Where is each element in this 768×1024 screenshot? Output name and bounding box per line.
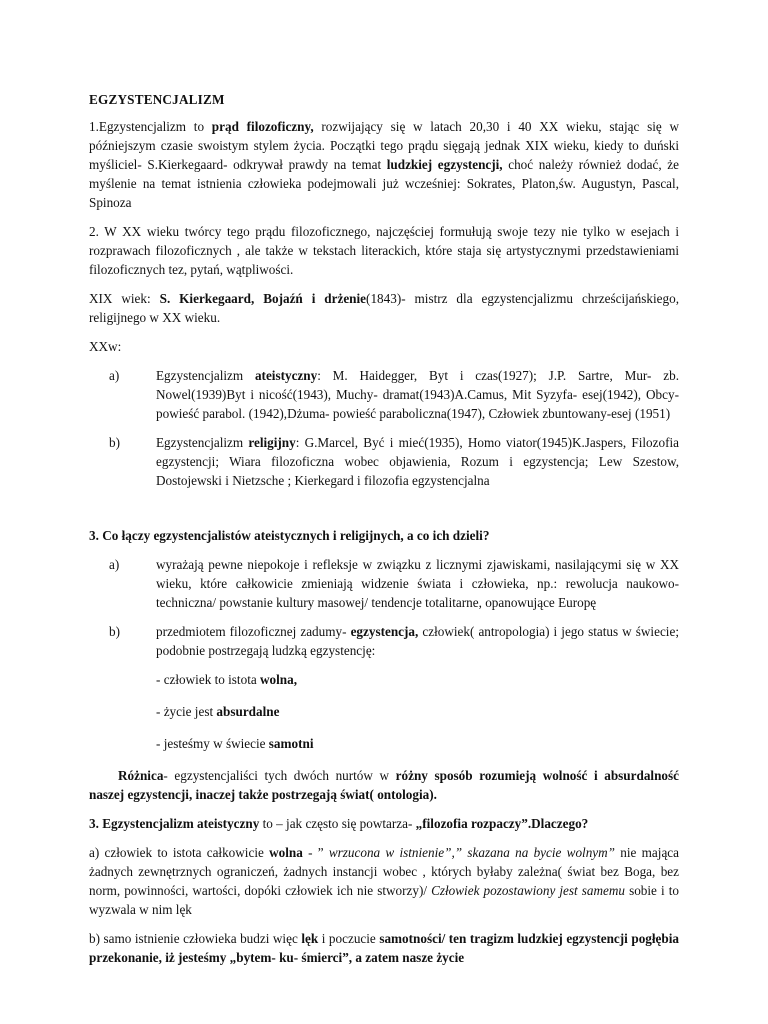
text-run: ludzkiej egzystencji, — [386, 157, 503, 172]
paragraph-2 — [89, 222, 679, 279]
text-run: różny sposób rozumieją wolność i absurdalność naszej egzystencji, inaczej także postrzegają świat( ontologia). — [89, 768, 680, 802]
dash-list — [89, 670, 679, 753]
text-run: samotności/ ten tragizm ludzkiej egzystencji pogłębia przekonanie, iż jesteśmy „bytem- ku- śmierci”, a zatem nasze życie — [89, 931, 680, 965]
list-marker: b) — [109, 435, 120, 450]
text-run: Egzystencjalizm — [156, 435, 249, 450]
text-run: a) człowiek to istota całkowicie — [89, 845, 270, 860]
dash-item — [156, 734, 679, 753]
text-run: „filozofia rozpaczy”.Dlaczego? — [415, 816, 589, 831]
text-run: wyrażają pewne niepokoje i refleksje w związku z licznymi zjawiskami, nasilającymi się w XX wieku, które całkowicie zmieniają widzenie świata i człowieka, np.: rewolucja naukowo- techniczna/ powstanie kultury masowej/ tendencje totalitarne, opanowujące Europę — [156, 557, 679, 610]
text-run: - ” — [302, 845, 329, 860]
text-run: choć należy również dodać, że myślenie na temat istnienia człowieka podejmowali już wcześniej: Sokrates, Platon,św. Augustyn, Pascal, Spinoza — [89, 157, 679, 210]
list-item-text — [156, 555, 679, 612]
text-run: XIX wiek: — [89, 291, 160, 306]
text-run: - jesteśmy w świecie — [156, 736, 269, 751]
text-run: przedmiotem filozoficznej zadumy- — [156, 624, 351, 639]
dash-item — [156, 670, 679, 689]
spacer — [89, 500, 679, 526]
list-common-traits — [89, 555, 679, 660]
text-run: wolna, — [260, 672, 298, 687]
document-title: EGZYSTENCJALIZM — [89, 92, 225, 107]
text-run: - człowiek to istota — [156, 672, 261, 687]
list-item-text — [156, 433, 679, 490]
paragraph-4 — [89, 337, 679, 356]
paragraph-1 — [89, 117, 679, 212]
text-run: b) samo istnienie człowieka budzi więc — [89, 931, 302, 946]
section-heading-3b — [89, 814, 679, 833]
text-run: - życie jest — [156, 704, 217, 719]
text-run: XXw: — [89, 339, 122, 354]
text-run: (1843)- mistrz dla egzystencjalizmu chrześcijańskiego, religijnego w XX wieku. — [89, 291, 679, 325]
text-run: sobie i to wyzwala w nim lęk — [89, 883, 679, 917]
paragraph-3 — [89, 289, 679, 327]
text-run: S. Kierkegaard, Bojaźń i drżenie — [159, 291, 367, 306]
list-philosophers — [89, 366, 679, 490]
text-run: absurdalne — [216, 704, 280, 719]
text-run: egzystencja, — [350, 624, 419, 639]
list-item — [89, 366, 679, 423]
text-run: wrzucona w istnienie”,” skazana na bycie wolnym” — [328, 845, 616, 860]
list-marker: a) — [109, 557, 120, 572]
text-run: 1.Egzystencjalizm to — [89, 119, 212, 134]
text-run: - egzystencjaliści tych dwóch nurtów w — [163, 768, 396, 783]
document-body — [89, 90, 679, 977]
text-run: ateistyczny — [254, 368, 318, 383]
text-run: : M. Haidegger, Byt i czas(1927); J.P. Sartre, Mur- zb. Nowel(1939)Byt i nicość(1943), Muchy- dramat(1943)A.Camus, Mit Syzyfa- esej(1942), Obcy- powieść parabol. (1942),Dżuma- powieść paraboliczna(1947), Człowiek zbuntowany-esej (1951) — [156, 368, 679, 421]
text-run: nie mająca żadnych zewnętrznych ograniczeń, żadnych instancji wobec , których byłaby zależna( świat bez Boga, bez norm, powinności, wartości, dopóki człowiek ich nie stworzy)/ — [89, 845, 680, 898]
list-marker: a) — [109, 368, 120, 383]
text-run: Różnica — [118, 768, 164, 783]
list-marker: b) — [109, 624, 120, 639]
text-run: lęk — [301, 931, 319, 946]
text-run: samotni — [268, 736, 314, 751]
text-run: : G.Marcel, Być i mieć(1935), Homo viator(1945)K.Jaspers, Filozofia egzystencji; Wiara filozoficzna wobec objawienia, Rozum i egzystencja; Lew Szestow, Dostojewski i Nietzsche ; Kierkegard i filozofia egzystencjalna — [156, 435, 679, 488]
text-run: 2. W XX wieku twórcy tego prądu filozoficznego, najczęściej formułują swoje tezy nie tylko w esejach i rozprawach filozoficznych , ale także w tekstach literackich, które staja się artystycznymi przedstawieniami filozoficznych tez, pytań, wątpliwości. — [89, 224, 679, 277]
paragraph-a — [89, 843, 679, 919]
section-heading-3a: 3. Co łączy egzystencjalistów ateistycznych i religijnych, a co ich dzieli? — [89, 528, 490, 543]
text-run: Człowiek pozostawiony jest samemu — [431, 883, 625, 898]
text-run: 3. Egzystencjalizm ateistyczny — [89, 816, 260, 831]
text-run: to – jak często się powtarza- — [259, 816, 416, 831]
list-item-text — [156, 366, 679, 423]
paragraph-b — [89, 929, 679, 967]
text-run: rozwijający się w latach 20,30 i 40 XX wieku, stając się w późniejszym czasie swoistym stylem życia. Początki tego prądu sięgają jednak XIX wieku, kiedy to duński myśliciel- S.Kierkegaard- odkrywał prawdy na temat — [89, 119, 679, 172]
list-item — [89, 622, 679, 660]
paragraph-difference — [89, 766, 679, 804]
list-item-text — [156, 622, 679, 660]
text-run: człowiek( antropologia) i jego status w świecie; podobnie postrzegają ludzką egzystencję: — [156, 624, 679, 658]
text-run: prąd filozoficzny, — [211, 119, 314, 134]
text-run: wolna — [269, 845, 303, 860]
text-run: Egzystencjalizm — [156, 368, 255, 383]
text-run: religijny — [248, 435, 296, 450]
text-run: i poczucie — [318, 931, 380, 946]
list-item — [89, 555, 679, 612]
dash-item — [156, 702, 679, 721]
list-item — [89, 433, 679, 490]
